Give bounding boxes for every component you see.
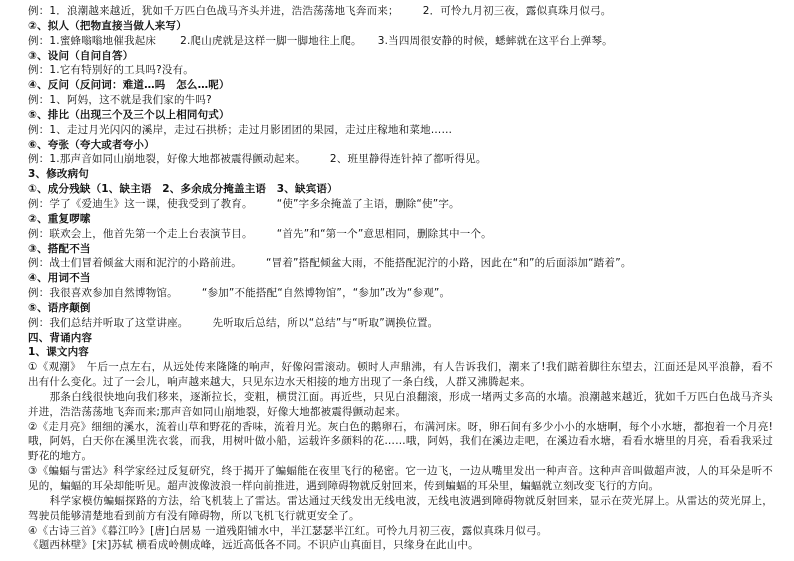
text-segment: 3、修改病句 bbox=[28, 168, 90, 181]
example-line bbox=[28, 256, 773, 271]
text-segment: “冒着”搭配倾盆大雨，不能搭配泥泞的小路，因此在“和”的后面添加“踏着”。 bbox=[266, 257, 632, 270]
text-segment: 例：战士们冒着倾盆大雨和泥泞的小路前进。 bbox=[28, 257, 242, 270]
text-segment: ③、搭配不当 bbox=[28, 242, 91, 255]
example-line bbox=[28, 152, 773, 167]
section-heading bbox=[28, 242, 773, 257]
text-segment: 2．可怜九月初三夜，露似真珠月似弓。 bbox=[422, 5, 612, 17]
section-heading bbox=[28, 138, 773, 153]
example-line bbox=[28, 63, 773, 78]
text-segment: 2.爬山虎就是这样一脚一脚地往上爬。 bbox=[180, 34, 362, 47]
poem-line: ④《古诗三首》《暮江吟》[唐]白居易 一道残阳铺水中，半江瑟瑟半江红。可怜九月初三夜，露似真珠月似弓。 bbox=[28, 524, 548, 537]
text-segment: 3.当四周很安静的时候，蟋蟀就在这平台上弹琴。 bbox=[377, 34, 613, 47]
section-heading bbox=[28, 271, 773, 286]
text-segment: 例：1.蜜蜂嗡嗡地催我起床 bbox=[28, 34, 157, 47]
example-line bbox=[28, 197, 773, 212]
poem-line: 《题西林壁》[宋]苏轼 横看成岭侧成峰，远近高低各不同。不识庐山真面目，只缘身在此山中。 bbox=[28, 539, 479, 552]
section-heading bbox=[28, 301, 773, 316]
example-line bbox=[28, 286, 773, 301]
section-heading bbox=[28, 108, 773, 123]
recitation-paragraph: ①《观潮》 午后一点左右，从远处传来隆隆的响声，好像闷雷滚动。顿时人声鼎沸，有人告诉我们，潮来了!我们踮着脚往东望去，江面还是风平浪静，看不出有什么变化。过了一会儿，响声越来越大，只见东边水天相接的地方出现了一条白线，人群又沸腾起来。 bbox=[28, 361, 773, 389]
recitation-paragraph: 科学家模仿蝙蝠探路的方法，给飞机装上了雷达。雷达通过天线发出无线电波，无线电波遇到障碍物就反射回来，显示在荧光屏上。从雷达的荧光屏上，驾驶员能够清楚地看到前方有没有障碍物，所以飞机飞行就更安全了。 bbox=[28, 494, 773, 522]
text-segment: 2、班里静得连针掉了都听得见。 bbox=[329, 153, 487, 166]
text-segment: ③、设问（自问自答） bbox=[28, 49, 134, 62]
text-segment: 例：1．浪潮越来越近，犹如千万匹白色战马齐头并进，浩浩荡荡地飞奔而来； bbox=[28, 5, 399, 17]
section-heading bbox=[28, 49, 773, 64]
text-segment: ⑤、排比（出现三个及三个以上相同句式） bbox=[28, 108, 230, 121]
text-segment: ⑥、夸张（夸大或者夸小） bbox=[28, 138, 155, 151]
text-segment: “参加”不能搭配“自然博物馆”，“参加”改为“参观”。 bbox=[201, 287, 451, 300]
text-segment: 例：联欢会上，他首先第一个走上台表演节目。 bbox=[28, 227, 253, 240]
text-segment: 四、背诵内容 bbox=[28, 331, 93, 344]
example-line bbox=[28, 34, 773, 49]
text-segment: 例：学了《爱迪生》这一课，使我受到了教育。 bbox=[28, 197, 253, 210]
text-segment: “首先”和“第一个”意思相同，删除其中一个。 bbox=[276, 227, 492, 240]
text-segment: 例：我很喜欢参加自然博物馆。 bbox=[28, 287, 178, 300]
text-segment: ②、重复啰嗦 bbox=[28, 212, 91, 225]
example-line-metaphor bbox=[28, 4, 773, 19]
text-segment: 先听取后总结，所以“总结”与“听取”调换位置。 bbox=[212, 316, 439, 329]
text-segment: 例：1、阿妈，这不就是我们家的牛吗? bbox=[28, 94, 212, 107]
section-heading bbox=[28, 78, 773, 93]
recitation-paragraph: ③《蝙蝠与雷达》科学家经过反复研究，终于揭开了蝙蝠能在夜里飞行的秘密。它一边飞，一边从嘴里发出一种声音。这种声音叫做超声波，人的耳朵是听不见的，蝙蝠的耳朵却能听见。超声波像波浪一样向前推进，遇到障碍物就反射回来，传到蝙蝠的耳朵里，蝙蝠就立刻改变飞行的方向。 bbox=[28, 465, 773, 492]
section-heading bbox=[28, 212, 773, 227]
text-segment: 例：1.它有特别好的工具吗?没有。 bbox=[28, 64, 194, 77]
example-line bbox=[28, 123, 773, 138]
example-line bbox=[28, 316, 773, 331]
recitation-paragraph: 那条白线很快地向我们移来，逐渐拉长，变粗，横贯江面。再近些，只见白浪翻滚，形成一堵两丈多高的水墙。浪潮越来越近，犹如千万匹白色战马齐头并进，浩浩荡荡地飞奔而来;那声音如同山崩地裂，好像大地都被震得颤动起来。 bbox=[28, 390, 773, 418]
text-segment: ②、拟人（把物直接当做人来写） bbox=[28, 19, 187, 32]
text-segment: 例：1、走过月光闪闪的溪岸，走过石拱桥；走过月影团团的果园，走过庄稼地和菜地…… bbox=[28, 123, 453, 136]
section-heading bbox=[28, 19, 773, 34]
section-heading bbox=[28, 345, 773, 360]
text-segment: “使”字多余掩盖了主语，删除“使”字。 bbox=[276, 197, 460, 210]
text-segment: 例：我们总结并听取了这堂讲座。 bbox=[28, 316, 189, 329]
text-segment: ⑤、语序颠倒 bbox=[28, 301, 91, 314]
text-segment: 1、课文内容 bbox=[28, 346, 90, 359]
text-segment: ④、用词不当 bbox=[28, 272, 91, 285]
document-page bbox=[28, 4, 773, 553]
text-segment: ①、成分残缺（1、缺主语 2、多余成分掩盖主语 3、缺宾语） bbox=[28, 183, 338, 196]
section-heading bbox=[28, 167, 773, 182]
text-segment: 例：1.那声音如同山崩地裂，好像大地都被震得颤动起来。 bbox=[28, 153, 306, 166]
section-heading bbox=[28, 331, 773, 346]
recitation-paragraph: ②《走月亮》细细的溪水，流着山草和野花的香味，流着月光。灰白色的鹅卵石，布满河床。呀，卵石间有多少小小的水塘啊，每个小水塘，都抱着一个月亮!哦，阿妈，白天你在溪里洗衣裳，而我，用树叶做小船，运载许多颜料的花……哦，阿妈，我们在溪边走吧，在溪边看水塘，看看水塘里的月亮，看看我采过野花的地方。 bbox=[28, 420, 773, 463]
example-line bbox=[28, 93, 773, 108]
example-line bbox=[28, 227, 773, 242]
text-segment: ④、反问（反问词：难道…吗 怎么…呢） bbox=[28, 79, 230, 92]
section-heading bbox=[28, 182, 773, 197]
